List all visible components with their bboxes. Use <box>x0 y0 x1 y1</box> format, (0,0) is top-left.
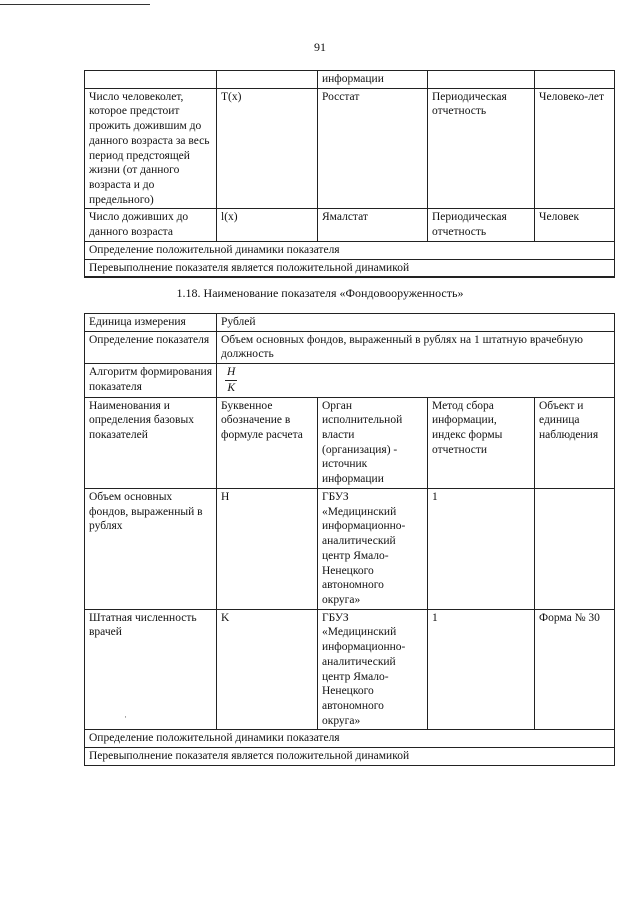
column-header: Орган исполнительной власти (организация) - источник информации <box>318 397 428 488</box>
table-row <box>85 364 615 397</box>
base-indicator-method: 1 <box>428 609 535 730</box>
formula-fraction <box>225 365 237 395</box>
table-row <box>85 331 615 363</box>
table-row <box>85 314 615 332</box>
formula-denominator: K <box>227 381 235 394</box>
indicator-object: Человек <box>535 209 615 241</box>
indicator-source: Ямалстат <box>318 209 428 241</box>
definition-label: Определение показателя <box>85 331 217 363</box>
base-indicator-method: 1 <box>428 488 535 609</box>
page-number: 91 <box>314 40 326 54</box>
indicator-object: Человеко-лет <box>535 88 615 209</box>
column-header: Буквенное обозначение в формуле расчета <box>217 397 318 488</box>
dynamics-label: Определение положительной динамики показателя <box>85 241 615 259</box>
algorithm-label: Алгоритм формирования показателя <box>85 364 217 397</box>
table-row <box>85 88 615 209</box>
formula-numerator: H <box>225 365 237 381</box>
base-indicator-symbol: H <box>217 488 318 609</box>
base-indicator-name: Объем основных фондов, выраженный в рублях <box>85 488 217 609</box>
table-cell <box>428 71 535 89</box>
base-indicator-object <box>535 488 615 609</box>
algorithm-formula <box>217 364 615 397</box>
indicator-table-continued <box>84 70 615 278</box>
unit-label: Единица измерения <box>85 314 217 332</box>
base-indicator-source: ГБУЗ «Медицинский информационно-аналитический центр Ямало-Ненецкого автономного округа» <box>318 609 428 730</box>
base-indicator-symbol: K <box>217 609 318 730</box>
base-indicator-name: Штатная численность врачей <box>85 609 217 730</box>
column-header: Объект и единица наблюдения <box>535 397 615 488</box>
dynamics-label: Определение положительной динамики показателя <box>85 730 615 748</box>
indicator-symbol: T(x) <box>217 88 318 209</box>
table-row <box>85 241 615 259</box>
table-row <box>85 730 615 748</box>
indicator-method: Периодическая отчетность <box>428 209 535 241</box>
table-cell <box>535 71 615 89</box>
table-row <box>85 609 615 730</box>
table-row <box>85 71 615 89</box>
base-indicator-source: ГБУЗ «Медицинский информационно-аналитический центр Ямало-Ненецкого автономного округа» <box>318 488 428 609</box>
base-indicator-object: Форма № 30 <box>535 609 615 730</box>
unit-value: Рублей <box>217 314 615 332</box>
dynamics-value: Перевыполнение показателя является положительной динамикой <box>85 748 615 766</box>
table-cell <box>217 71 318 89</box>
column-header: Наименования и определения базовых показателей <box>85 397 217 488</box>
table-header-row <box>85 397 615 488</box>
definition-value: Объем основных фондов, выраженный в рублях на 1 штатную врачебную должность <box>217 331 615 363</box>
indicator-method: Периодическая отчетность <box>428 88 535 209</box>
section-heading: 1.18. Наименование показателя «Фондовооруженность» <box>176 286 464 300</box>
indicator-name: Число доживших до данного возраста <box>85 209 217 241</box>
fund-equipment-table <box>84 313 615 766</box>
dynamics-value: Перевыполнение показателя является положительной динамикой <box>85 259 615 277</box>
indicator-source: Росстат <box>318 88 428 209</box>
table-row <box>85 209 615 241</box>
table-cell <box>85 71 217 89</box>
column-header: Метод сбора информации, индекс формы отчетности <box>428 397 535 488</box>
indicator-name: Число человеколет, которое предстоит прожить дожившим до данного возраста за весь период предстоящей жизни (от данного возраста и до предельного) <box>85 88 217 209</box>
top-rule <box>0 4 150 5</box>
indicator-symbol: l(x) <box>217 209 318 241</box>
table-cell: информации <box>318 71 428 89</box>
table-row <box>85 259 615 277</box>
table-row <box>85 748 615 766</box>
table-row <box>85 488 615 609</box>
stray-mark: · <box>124 712 127 722</box>
